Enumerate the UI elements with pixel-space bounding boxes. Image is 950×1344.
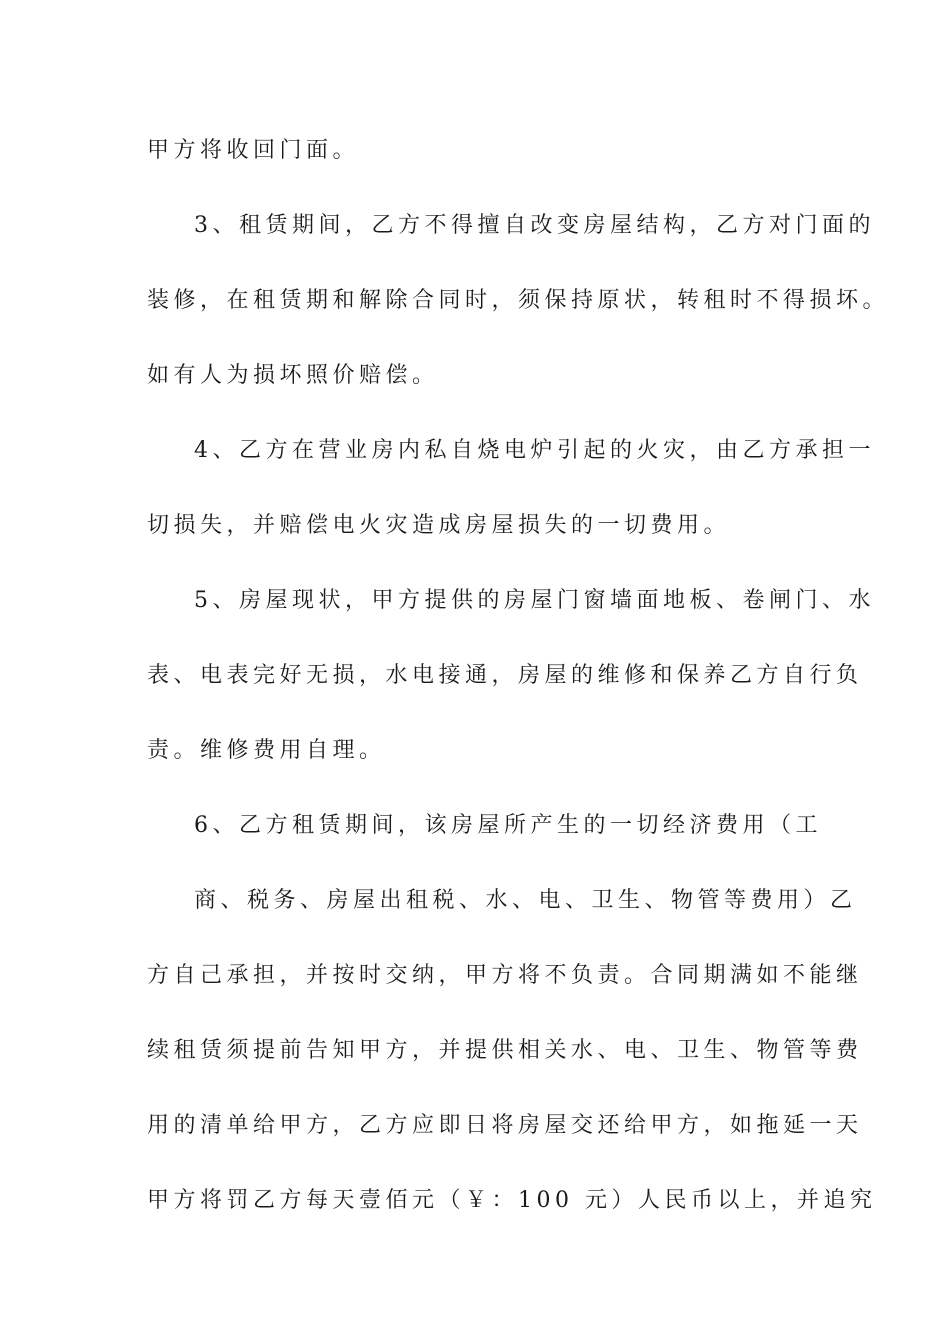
text-line: 用的清单给甲方，乙方应即日将房屋交还给甲方，如拖延一天	[147, 1113, 863, 1138]
text-line-clause-4: 4、乙方在营业房内私自烧电炉引起的火灾，由乙方承担一	[194, 438, 875, 463]
text-line-clause-3: 3、租赁期间，乙方不得擅自改变房屋结构，乙方对门面的	[194, 213, 875, 238]
text-line: 方自己承担，并按时交纳，甲方将不负责。合同期满如不能继	[147, 963, 863, 988]
text-line-clause-5: 5、房屋现状，甲方提供的房屋门窗墙面地板、卷闸门、水	[194, 588, 875, 613]
text-line: 如有人为损坏照价赔偿。	[147, 363, 439, 388]
text-line: 商、税务、房屋出租税、水、电、卫生、物管等费用）乙	[194, 888, 857, 913]
text-line: 甲方将收回门面。	[147, 138, 360, 163]
text-line: 甲方将罚乙方每天壹佰元（￥：100 元）人民币以上，并追究	[147, 1188, 877, 1213]
text-line: 责。维修费用自理。	[147, 738, 386, 763]
text-line-clause-6: 6、乙方租赁期间，该房屋所产生的一切经济费用（工	[194, 813, 822, 838]
text-line: 切损失，并赔偿电火灾造成房屋损失的一切费用。	[147, 513, 731, 538]
text-line: 表、电表完好无损，水电接通，房屋的维修和保养乙方自行负	[147, 663, 863, 688]
text-line: 装修，在租赁期和解除合同时，须保持原状，转租时不得损坏。	[147, 288, 890, 313]
text-line: 续租赁须提前告知甲方，并提供相关水、电、卫生、物管等费	[147, 1038, 863, 1063]
